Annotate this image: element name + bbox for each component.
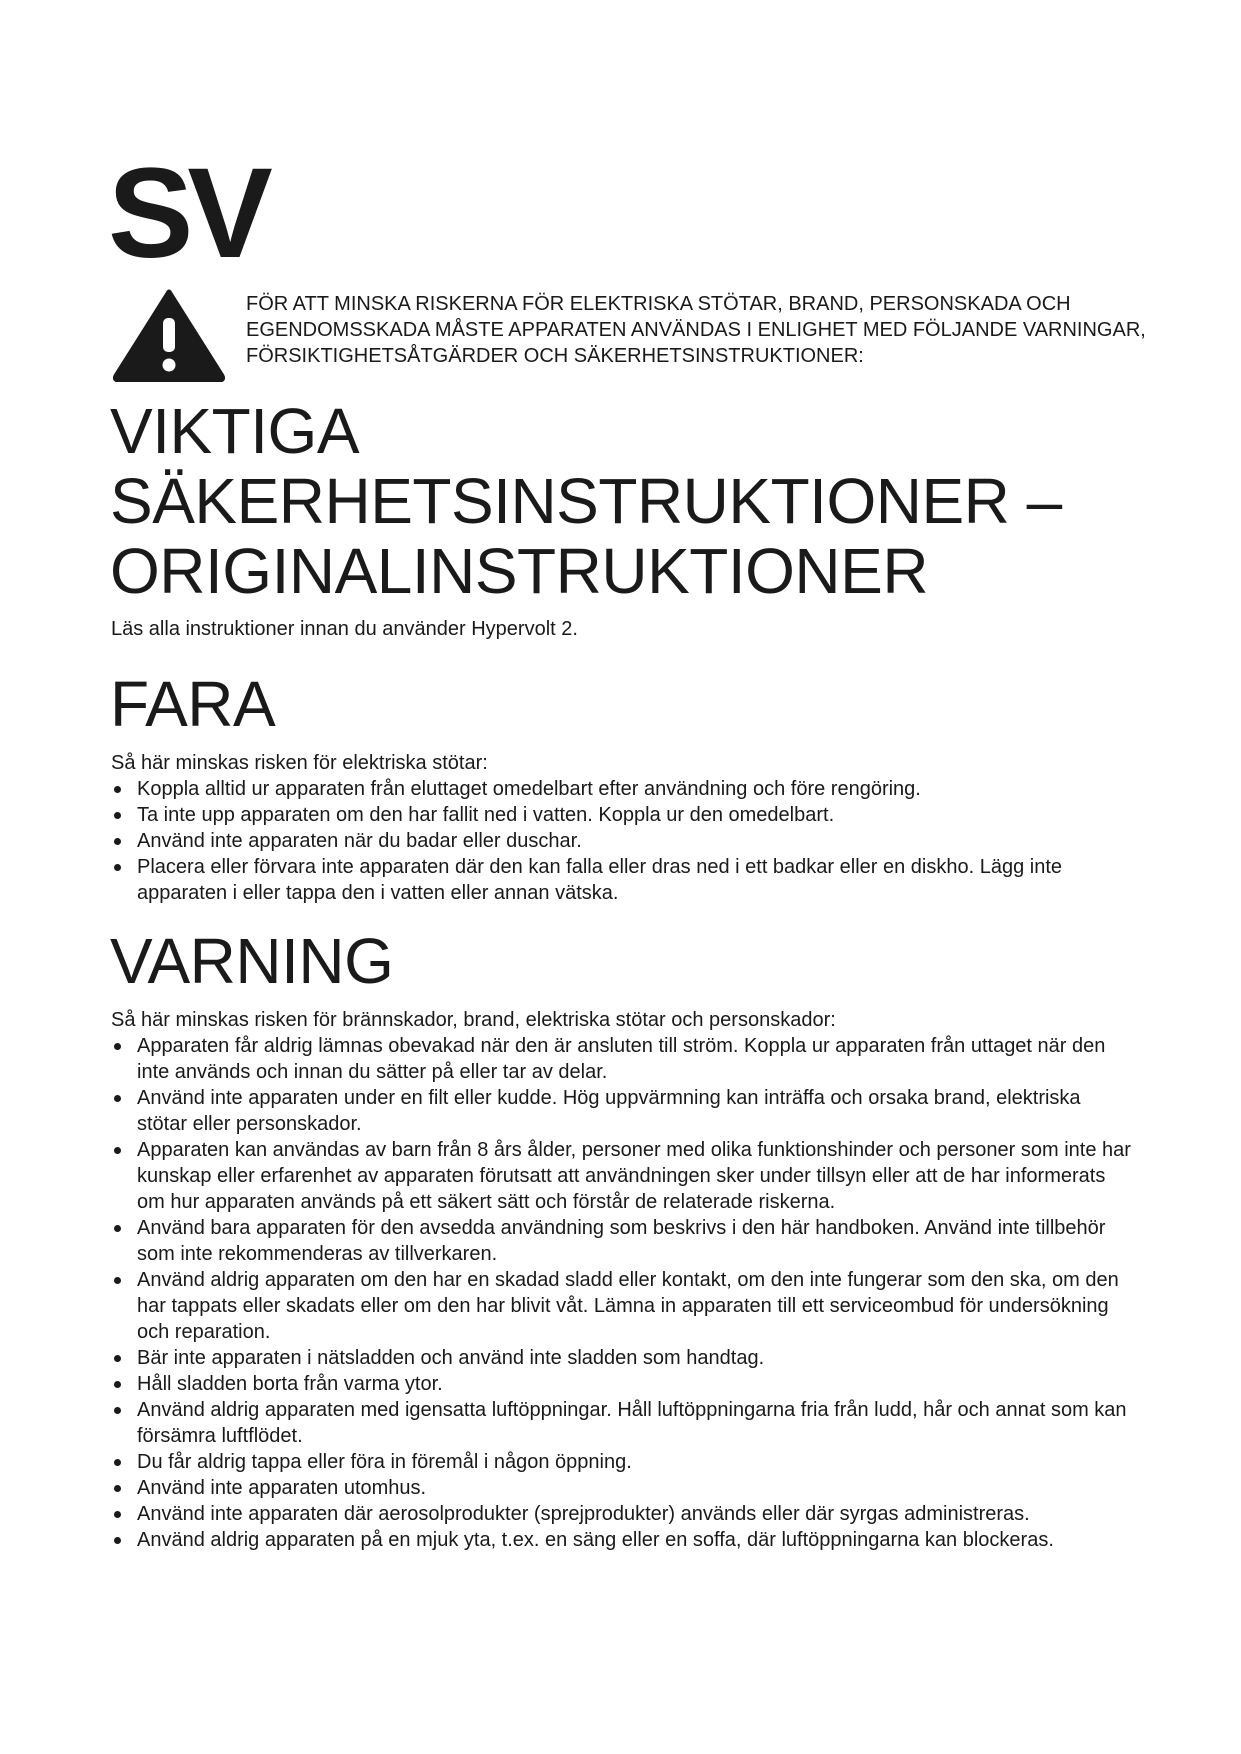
intro-text: Läs alla instruktioner innan du använder Hypervolt 2.	[111, 618, 578, 640]
language-code: SV	[108, 142, 267, 285]
fara-section	[111, 750, 1131, 906]
list-item: Håll sladden borta från varma ytor.	[111, 1371, 1131, 1397]
list-item: Använd aldrig apparaten om den har en skadad sladd eller kontakt, om den inte fungerar som den ska, om den har tappats eller skadats eller om den har blivit våt. Lämna in apparaten till ett serviceombud för undersökning och reparation.	[111, 1267, 1131, 1345]
safety-warning-text: FÖR ATT MINSKA RISKERNA FÖR ELEKTRISKA STÖTAR, BRAND, PERSONSKADA OCH EGENDOMSSKADA MÅSTE APPARATEN ANVÄNDAS I ENLIGHET MED FÖLJANDE VARNINGAR, FÖRSIKTIGHETSÅTGÄRDER OCH SÄKERHETSINSTRUKTIONER:	[246, 293, 1146, 367]
varning-lead: Så här minskas risken för brännskador, brand, elektriska stötar och personskador:	[111, 1009, 836, 1031]
warning-triangle-icon	[112, 288, 226, 382]
list-item: Använd bara apparaten för den avsedda användning som beskrivs i den här handboken. Använd inte tillbehör som inte rekommenderas av tillverkaren.	[111, 1215, 1131, 1267]
fara-heading: FARA	[110, 668, 276, 740]
list-item: Bär inte apparaten i nätsladden och använd inte sladden som handtag.	[111, 1345, 1131, 1371]
list-item: Apparaten kan användas av barn från 8 års ålder, personer med olika funktionshinder och personer som inte har kunskap eller erfarenhet av apparaten förutsatt att användningen sker under tillsyn eller att de har informerats om hur apparaten används på ett säkert sätt och förstår de relaterade riskerna.	[111, 1137, 1131, 1215]
fara-list	[111, 776, 1131, 906]
list-item: Ta inte upp apparaten om den har fallit ned i vatten. Koppla ur den omedelbart.	[111, 802, 1131, 828]
varning-section	[111, 1007, 1131, 1553]
list-item: Koppla alltid ur apparaten från eluttaget omedelbart efter användning och före rengöring.	[111, 776, 1131, 802]
list-item: Du får aldrig tappa eller föra in föremål i någon öppning.	[111, 1449, 1131, 1475]
list-item: Använd aldrig apparaten med igensatta luftöppningar. Håll luftöppningarna fria från ludd, hår och annat som kan försämra luftflödet.	[111, 1397, 1131, 1449]
fara-lead: Så här minskas risken för elektriska stötar:	[111, 752, 488, 774]
page-title: VIKTIGA SÄKERHETSINSTRUKTIONER – ORIGINALINSTRUKTIONER	[110, 395, 1062, 607]
list-item: Apparaten får aldrig lämnas obevakad när den är ansluten till ström. Koppla ur apparaten från uttaget när den inte används och innan du sätter på eller tar av delar.	[111, 1033, 1131, 1085]
list-item: Använd aldrig apparaten på en mjuk yta, t.ex. en säng eller en soffa, där luftöppningarna kan blockeras.	[111, 1527, 1131, 1553]
list-item: Använd inte apparaten utomhus.	[111, 1475, 1131, 1501]
list-item: Använd inte apparaten när du badar eller duschar.	[111, 828, 1131, 854]
varning-list	[111, 1033, 1131, 1553]
list-item: Placera eller förvara inte apparaten där den kan falla eller dras ned i ett badkar eller en diskho. Lägg inte apparaten i eller tappa den i vatten eller annan vätska.	[111, 854, 1131, 906]
list-item: Använd inte apparaten under en filt eller kudde. Hög uppvärmning kan inträffa och orsaka brand, elektriska stötar eller personskador.	[111, 1085, 1131, 1137]
list-item: Använd inte apparaten där aerosolprodukter (sprejprodukter) används eller där syrgas administreras.	[111, 1501, 1131, 1527]
varning-heading: VARNING	[110, 925, 394, 997]
